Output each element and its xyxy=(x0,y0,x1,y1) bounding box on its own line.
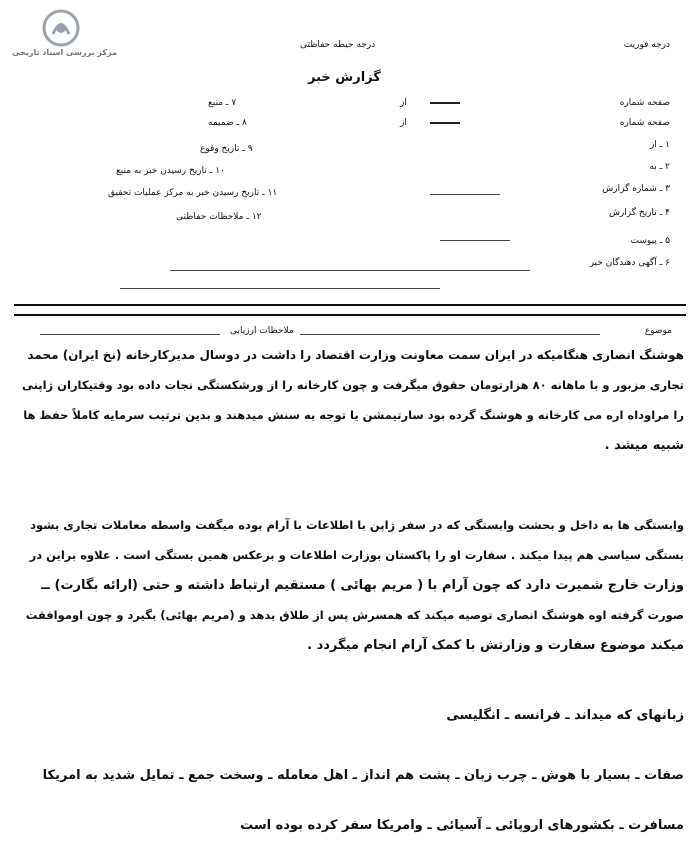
body-line: تجاری مزبور و با ماهانه ۸۰ هزارتومان حقوق میگرفت و چون کارخانه را از ورشکستگی نجات داده بود وقتیکاران ژاپنی xyxy=(21,378,684,392)
field-date-to-source: ۱۰ ـ تاریخ رسیدن خبر به منبع xyxy=(116,166,225,176)
body-line: وابستگی ها به داخل و بحشت وابستگی که در سفر ژاپن با اطلاعات با آرام بوده میگفت واسطه معاملات تجاری بشود xyxy=(30,518,684,532)
body-line: صورت گرفته اوه هوشنگ انصاری توصیه میکند که همسرش پس از طلاق بدهد و (مریم بهائی) بگیرد و چون اوموافقت xyxy=(25,608,684,622)
blank-line xyxy=(170,270,530,271)
classification-urgency: درجه فوریت xyxy=(623,40,670,50)
body-line: صفات ـ بسیار با هوش ـ چرب زبان ـ پشت هم انداز ـ اهل معامله ـ وسخت جمع ـ تمایل شدید به امریکا xyxy=(42,768,684,783)
page-number-label-2: صفحه شماره xyxy=(619,118,670,128)
separator-rule xyxy=(14,314,686,316)
field-informants: ۶ ـ آگهی دهندگان خبر xyxy=(589,258,670,268)
blank-dash xyxy=(430,102,460,104)
blank-line xyxy=(120,288,440,289)
of-label-1: از xyxy=(400,98,407,108)
body-line: بستگی سیاسی هم پیدا میکند . سفارت او را پاکستان بوزارت اطلاعات و برعکس همین بستگی است . علاوه براین در xyxy=(29,548,684,562)
blank-dash xyxy=(430,122,460,124)
archive-watermark xyxy=(8,8,117,62)
field-appendix: ۸ ـ ضمیمه xyxy=(208,118,247,128)
body-line: وزارت خارج شمیرت دارد که چون آرام با ( مریم بهائی ) مستقیم ارتباط داشته و حتی (ارائه بگارت) ــ xyxy=(41,578,684,593)
archive-center-logo-icon xyxy=(41,8,81,48)
field-protection-notes: ۱۲ ـ ملاحظات حفاظتی xyxy=(176,212,262,222)
field-report-date: ۴ ـ تاریخ گزارش xyxy=(608,208,670,218)
blank-line xyxy=(40,334,220,335)
body-line: شبیه میشد . xyxy=(604,438,684,453)
page-number-label-1: صفحه شماره xyxy=(619,98,670,108)
body-line: هوشنگ انصاری هنگامیکه در ایران سمت معاونت وزارت اقتصاد را داشت در دوسال مدیرکارخانه (نخ ایران) محمد xyxy=(27,348,684,362)
evaluation-label: ملاحظات ارزیابی xyxy=(230,326,294,336)
blank-line xyxy=(440,240,510,241)
field-to: ۲ ـ به xyxy=(649,162,670,172)
field-report-number: ۳ ـ شماره گزارش xyxy=(602,184,670,194)
body-line: را مراوداه اره می کارخانه و هوشنگ گرده بود سارتیمشن یا توجه به سنش میدهند و بدین ترتیب سرمایه کاملاً حفظ ها xyxy=(23,408,684,422)
body-line: میکند موضوع سفارت و وزارتش با کمک آرام انجام میگردد . xyxy=(307,638,684,653)
form-title: گزارش خبر xyxy=(308,70,381,85)
of-label-2: از xyxy=(400,118,407,128)
field-source: ۷ ـ منبع xyxy=(208,98,237,108)
field-occurrence-date: ۹ ـ تاریخ وقوع xyxy=(200,144,253,154)
blank-line xyxy=(300,334,600,335)
field-from: ۱ ـ از xyxy=(649,140,670,150)
field-attachment: ۵ ـ پیوست xyxy=(630,236,670,246)
watermark-text: مرکز بررسی اسناد تاریخی xyxy=(12,48,117,57)
classification-protection: درجه حیطه حفاظتی xyxy=(300,40,376,50)
blank-line xyxy=(430,194,500,195)
body-line: زبانهای که میداند ـ فرانسه ـ انگلیسی xyxy=(446,708,684,723)
separator-rule xyxy=(14,304,686,306)
field-date-to-center: ۱۱ ـ تاریخ رسیدن خبر به مرکز عملیات تحقیق xyxy=(108,188,278,198)
subject-label: موضوع xyxy=(644,326,672,336)
body-line: مسافرت ـ بکشورهای اروپائی ـ آسیائی ـ وامریکا سفر کرده بوده است xyxy=(240,818,684,833)
